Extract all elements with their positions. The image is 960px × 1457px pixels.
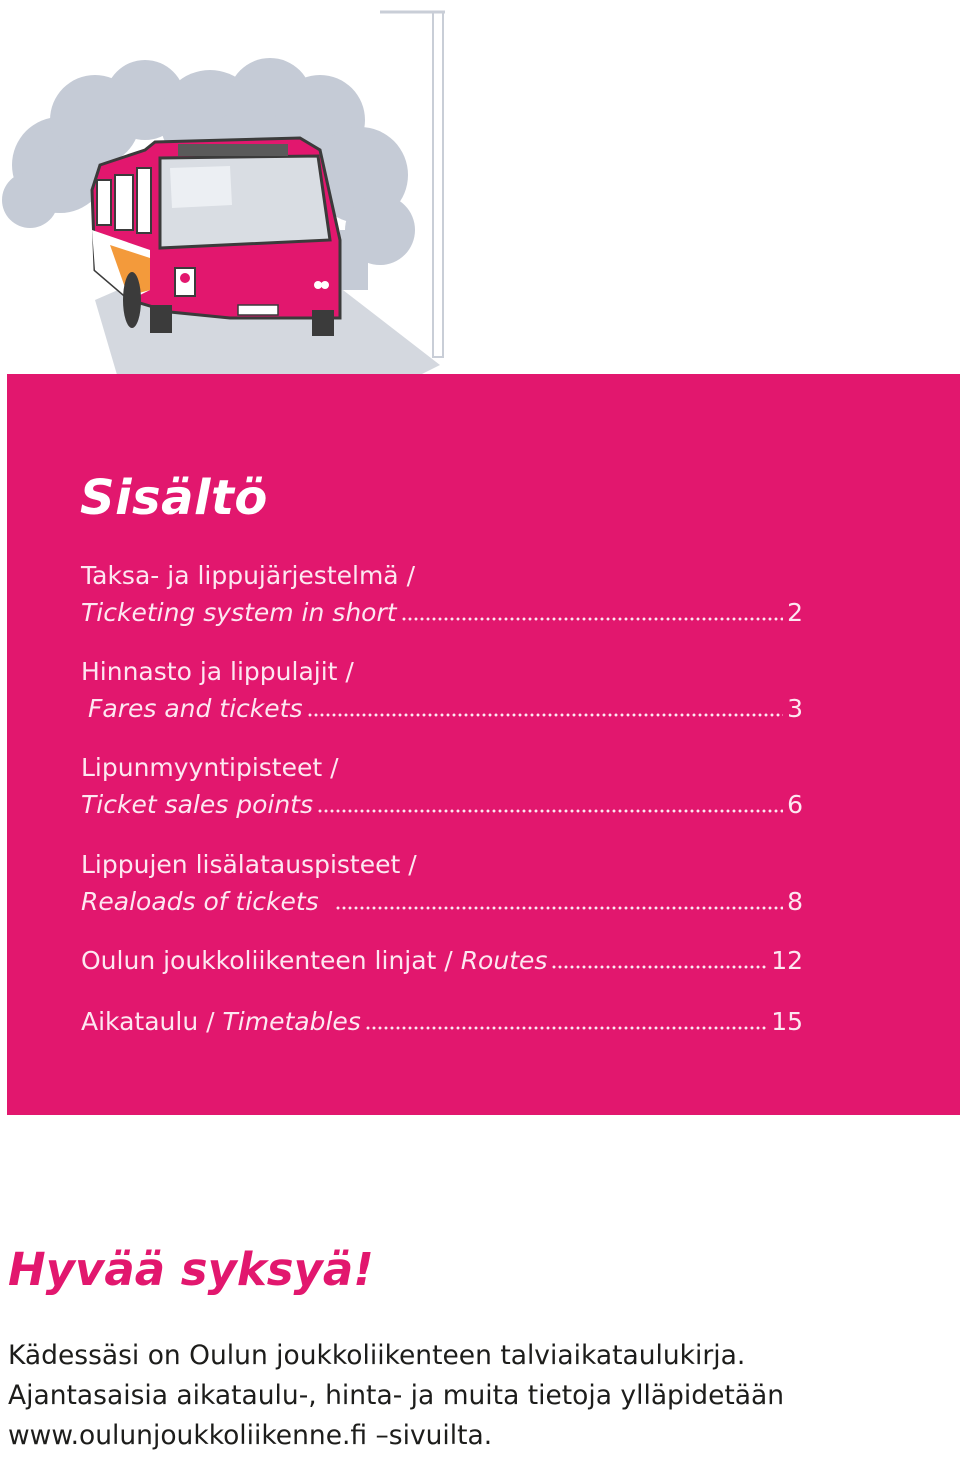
lamp-post [433, 12, 443, 357]
toc-title: Sisältö [80, 470, 268, 526]
toc-entry-english: Ticket sales points [81, 790, 313, 819]
bus-icon [92, 138, 340, 336]
toc-entry[interactable] [81, 557, 803, 631]
toc-entry-finnish: Aikataulu / [81, 1007, 215, 1036]
toc-entry-english: Ticketing system in short [81, 598, 397, 627]
toc-entry-english: Realoads of tickets [81, 887, 319, 916]
toc-entry[interactable] [81, 653, 803, 727]
toc-entry[interactable] [81, 749, 803, 823]
intro-line: www.oulunjoukkoliikenne.fi –sivuilta. [8, 1420, 493, 1451]
dot-leader [317, 808, 783, 814]
toc-entry[interactable] [81, 846, 803, 920]
dot-leader [335, 905, 783, 911]
intro-line: Kädessäsi on Oulun joukkoliikenteen talviaikataulukirja. [8, 1340, 746, 1371]
toc-entry-finnish: Oulun joukkoliikenteen linjat / [81, 946, 453, 975]
toc-entry[interactable] [81, 1003, 803, 1040]
toc-page-number: 15 [771, 1007, 803, 1036]
dot-leader [401, 616, 784, 622]
toc-entry-english: Fares and tickets [88, 694, 303, 723]
toc-page-number: 12 [771, 946, 803, 975]
toc-entry-finnish: Taksa- ja lippujärjestelmä / [81, 561, 415, 590]
intro-line: Ajantasaisia aikataulu-, hinta- ja muita tietoja ylläpidetään [8, 1380, 785, 1411]
toc-entry[interactable] [81, 942, 803, 979]
toc-page-number: 8 [787, 887, 803, 916]
toc-entry-finnish: Lipunmyyntipisteet / [81, 753, 339, 782]
greeting-heading: Hyvää syksyä! [8, 1243, 374, 1296]
dot-leader [551, 964, 767, 970]
dot-leader [307, 712, 784, 718]
table-of-contents [7, 374, 960, 1115]
toc-entry-finnish: Lippujen lisälatauspisteet / [81, 850, 417, 879]
toc-page-number: 2 [787, 598, 803, 627]
toc-entry-english: Timetables [222, 1007, 361, 1036]
toc-page-number: 6 [787, 790, 803, 819]
bus-illustration [0, 0, 460, 385]
dot-leader [365, 1025, 767, 1031]
toc-page-number: 3 [787, 694, 803, 723]
toc-entry-finnish: Hinnasto ja lippulajit / [81, 657, 354, 686]
toc-entry-english: Routes [460, 946, 548, 975]
